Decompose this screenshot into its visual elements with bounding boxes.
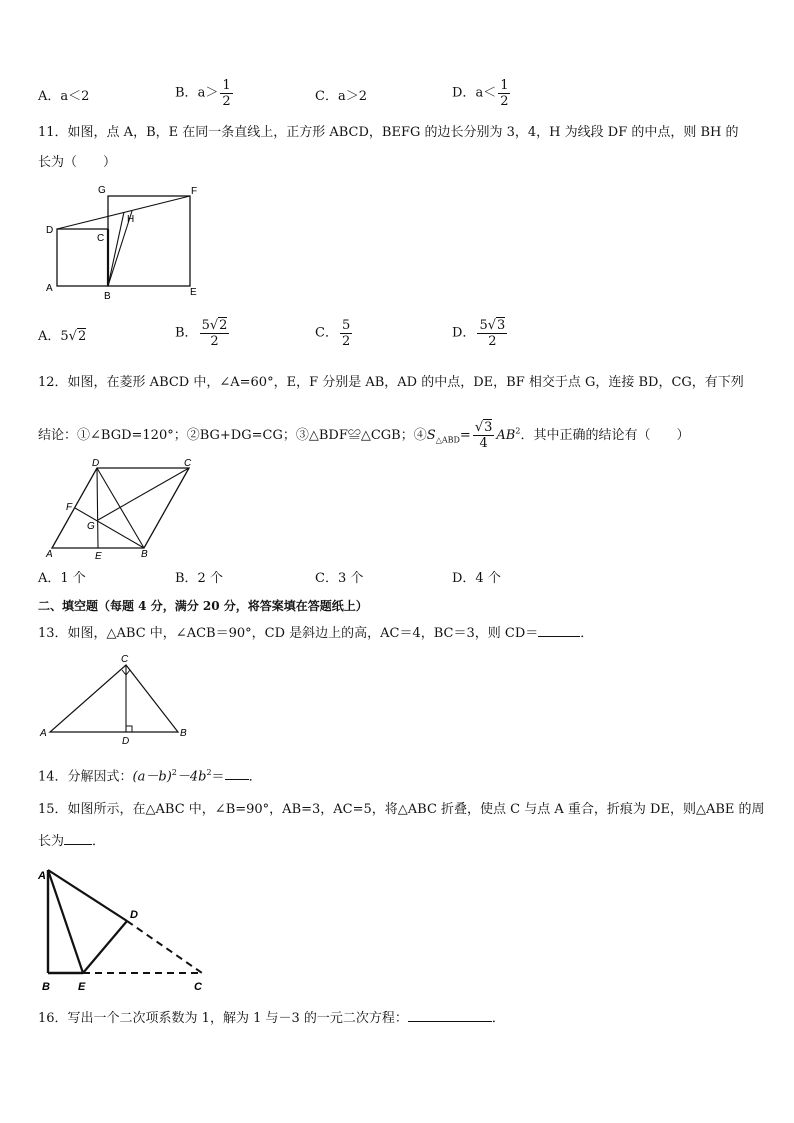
fraction: $\frac{5√3}{2}$ — [479, 318, 506, 349]
label-a: A — [46, 549, 53, 560]
segment-ae — [48, 870, 83, 973]
segment-dc-dashed — [127, 921, 202, 973]
label-d: D — [130, 909, 138, 921]
label-g: G — [87, 521, 95, 532]
label-g: G — [98, 185, 106, 196]
label-e: E — [78, 981, 86, 993]
q10-option-a: A．a＜2 — [38, 89, 90, 104]
q13-figure — [38, 650, 198, 746]
label-b: B — [141, 549, 148, 560]
q11-stem-line2: 长为（ ） — [38, 155, 117, 170]
fraction: $\frac{1}{2}$ — [500, 78, 509, 109]
q11-figure — [40, 178, 210, 303]
q12-stem-line1: 12．如图，在菱形 ABCD 中，∠A=60°，E，F 分别是 AB，AD 的中点，DE，BF 相交于点 G，连接 BD，CG，有下列 — [38, 375, 744, 390]
segment-bd — [97, 468, 144, 548]
q12-option-c: C．3 个 — [315, 571, 364, 586]
q11-stem-line1: 11．如图，点 A，B，E 在同一条直线上，正方形 ABCD，BEFG 的边长分别为 3，4，H 为线段 DF 的中点，则 BH 的 — [38, 125, 739, 140]
segment-ad — [48, 870, 127, 921]
q10-option-d: D．a＜ $\frac{1}{2}$ — [452, 78, 509, 109]
answer-blank — [408, 1009, 492, 1022]
q11-option-b: B． $\frac{5√2}{2}$ — [175, 318, 228, 349]
label-c: C — [97, 233, 105, 244]
label-c: C — [194, 981, 202, 993]
label-b: B — [180, 728, 187, 739]
q11-option-d: D． $\frac{5√3}{2}$ — [452, 318, 506, 349]
fraction: $\frac{√3}{4}$ — [474, 420, 493, 451]
label-h: H — [127, 214, 135, 225]
label-a: A — [38, 870, 46, 882]
label-b: B — [42, 981, 50, 993]
label-a: A — [40, 728, 47, 739]
q12-option-d: D．4 个 — [452, 571, 501, 586]
q13-stem: 13．如图，△ABC 中，∠ACB＝90°，CD 是斜边上的高，AC＝4，BC＝3，则 CD＝ ． — [38, 626, 594, 641]
q10-option-c: C．a＞2 — [315, 89, 367, 104]
q10-option-b: B．a＞ $\frac{1}{2}$ — [175, 78, 231, 109]
segment-bh — [108, 212, 124, 286]
answer-blank — [538, 624, 580, 637]
q15-stem-line2: 长为 ． — [38, 834, 106, 849]
segment-ed — [83, 921, 127, 973]
label-c: C — [121, 654, 129, 665]
label-d: D — [46, 225, 54, 236]
q16-stem: 16．写出一个二次项系数为 1，解为 1 与－3 的一元二次方程： ． — [38, 1011, 505, 1026]
label-d: D — [122, 736, 130, 746]
right-angle-mark-d — [126, 726, 132, 732]
label-e: E — [190, 287, 197, 298]
fraction: $\frac{5}{2}$ — [341, 318, 351, 349]
q12-option-b: B．2 个 — [175, 571, 223, 586]
q12-option-a: A．1 个 — [38, 571, 86, 586]
triangle-abc — [50, 665, 178, 732]
section-heading: 二、填空题（每题 4 分，满分 20 分，将答案填在答题纸上） — [38, 599, 368, 613]
square-befg — [108, 196, 190, 286]
segment-de — [97, 468, 98, 548]
q12-figure — [40, 455, 210, 565]
label-f: F — [66, 502, 73, 513]
label-b: B — [104, 291, 111, 302]
label-e: E — [95, 551, 102, 562]
q14-stem: 14．分解因式：$(a-b)^2-4b^2=$ ． — [38, 768, 262, 785]
answer-blank — [64, 832, 92, 845]
answer-blank — [225, 767, 249, 780]
q12-conclusions: 结论：①∠BGD=120°；②BG+DG=CG；③△BDF≌△CGB；$④S_{\triangle ABD}=$ $\frac{√3}{4}$ $AB^2$．其中正确的结论有（ ） — [38, 420, 690, 451]
q15-figure — [36, 860, 216, 995]
q15-stem-line1: 15．如图所示，在△ABC 中，∠B=90°，AB=3，AC=5，将△ABC 折叠，使点 C 与点 A 重合，折痕为 DE，则△ABE 的周 — [38, 802, 765, 817]
q11-option-a: A．5√2 — [38, 329, 87, 344]
q11-option-c: C． $\frac{5}{2}$ — [315, 318, 351, 349]
fraction: $\frac{5√2}{2}$ — [201, 318, 228, 349]
label-d: D — [92, 458, 100, 469]
label-c: C — [184, 458, 192, 469]
label-a: A — [46, 283, 53, 294]
fraction: $\frac{1}{2}$ — [222, 78, 231, 109]
label-f: F — [191, 186, 198, 197]
